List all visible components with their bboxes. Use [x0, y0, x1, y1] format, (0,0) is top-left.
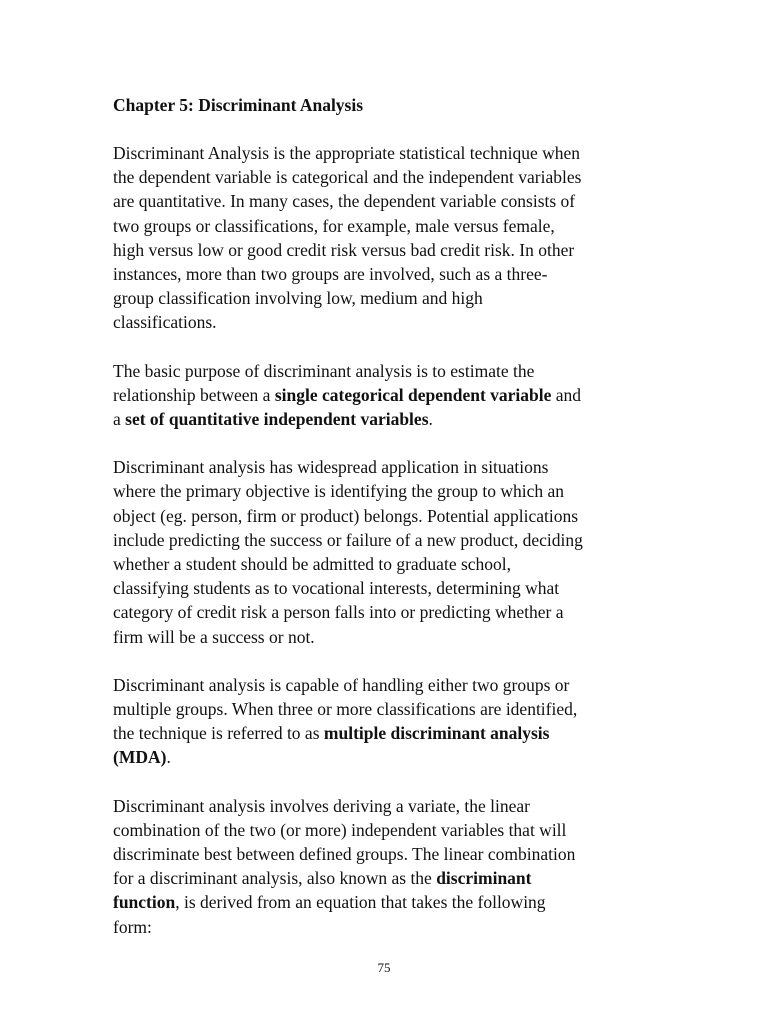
text-segment: , is derived from an equation that takes the following [175, 892, 546, 913]
text-line: Discriminant analysis involves deriving a variate, the linear [113, 795, 530, 816]
text-line: classifications. [113, 312, 217, 333]
emphasis-term: discriminant [436, 868, 532, 889]
text-line: include predicting the success or failure of a new product, deciding [113, 529, 583, 550]
emphasis-term: multiple discriminant analysis [323, 723, 550, 744]
text-line: classifying students as to vocational interests, determining what [113, 578, 560, 599]
paragraph-applications [113, 455, 658, 649]
text-line: combination of the two (or more) independent variables that will [113, 819, 567, 840]
text-line: two groups or classifications, for example, male versus female, [113, 215, 555, 236]
text-line: Discriminant analysis has widespread application in situations [113, 457, 549, 478]
text-line: the dependent variable is categorical and the independent variables [113, 167, 582, 188]
text-line: group classification involving low, medium and high [113, 288, 483, 309]
emphasis-term: set of quantitative independent variables [125, 409, 429, 430]
text-line: are quantitative. In many cases, the dependent variable consists of [113, 191, 576, 212]
text-segment: the technique is referred to as [113, 723, 324, 744]
text-line: where the primary objective is identifying the group to which an [113, 481, 564, 502]
text-line: instances, more than two groups are involved, such as a three- [113, 264, 548, 285]
paragraph-intro [113, 141, 658, 335]
text-line: whether a student should be admitted to graduate school, [113, 554, 512, 575]
text-line: Discriminant analysis is capable of handling either two groups or [113, 674, 570, 695]
text-segment: and [551, 384, 582, 405]
paragraph-mda [113, 673, 658, 770]
text-line: Discriminant Analysis is the appropriate statistical technique when [113, 143, 581, 163]
emphasis-term: single categorical dependent variable [274, 384, 552, 405]
text-line: category of credit risk a person falls into or predicting whether a [113, 602, 564, 623]
text-segment: relationship between a [113, 384, 275, 405]
text-line: form: [113, 916, 152, 937]
text-segment: . [428, 409, 433, 430]
paragraph-purpose [113, 359, 658, 432]
emphasis-term: (MDA) [113, 747, 167, 768]
paragraph-variate [113, 794, 658, 939]
emphasis-term: function [113, 892, 176, 913]
text-segment: for a discriminant analysis, also known as the [113, 868, 437, 889]
text-line: object (eg. person, firm or product) belongs. Potential applications [113, 505, 579, 526]
text-line: high versus low or good credit risk versus bad credit risk. In other [113, 239, 575, 260]
text-segment: a [113, 409, 126, 430]
text-segment: . [166, 747, 171, 768]
page-number: 75 [377, 960, 391, 975]
text-line: firm will be a success or not. [113, 626, 315, 647]
document-page [113, 93, 658, 963]
text-line: The basic purpose of discriminant analysis is to estimate the [113, 360, 535, 381]
text-line: multiple groups. When three or more classifications are identified, [113, 699, 578, 720]
chapter-heading: Chapter 5: Discriminant Analysis [113, 95, 364, 115]
text-line: discriminate best between defined groups. The linear combination [113, 844, 576, 865]
